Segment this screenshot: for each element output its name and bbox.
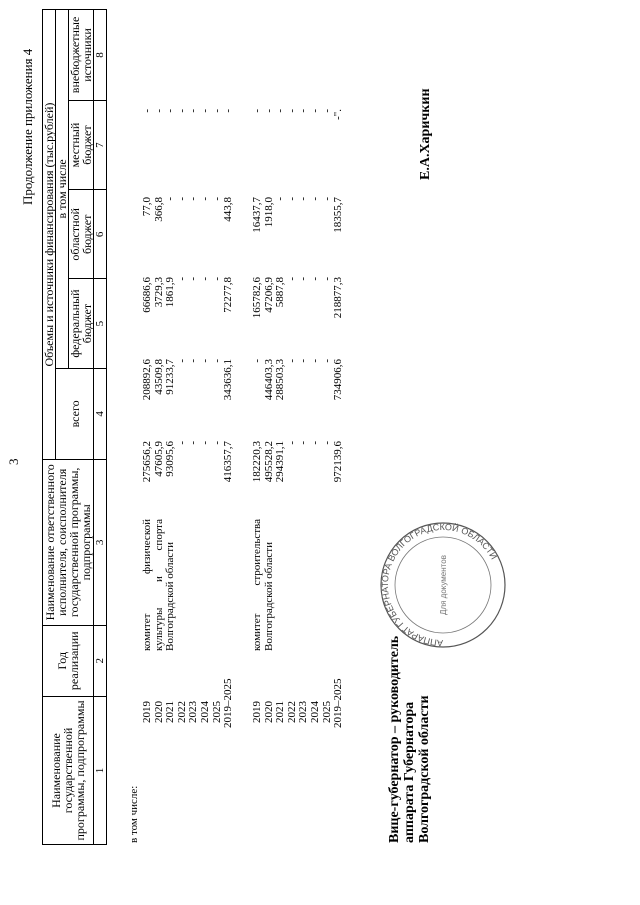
header-row-1 [43,10,56,845]
table-cell-local: 366,8 [152,197,165,222]
table-cell-year: 2024 [309,701,321,723]
table-cell-regional: 218877,3 [332,277,345,319]
table-cell-year: 2023 [187,701,200,723]
including-label: в том числе: [128,785,140,843]
table-cell-federal: - [199,359,211,363]
table-cell-total: 294391,1 [274,441,287,483]
header-extra: внебюджетные источники [69,10,94,101]
table-cell-federal: - [251,359,263,363]
table-cell-local: 18355,7 [332,197,345,233]
table-cell-year: 2025 [210,701,223,723]
table-cell-federal: 288503,3 [274,359,287,401]
table-cell-local: - [285,197,298,201]
column-number: 4 [94,368,107,459]
table-cell-regional: - [210,277,223,281]
table-cell-extra: - [199,109,211,113]
table-cell-total: 275656,2 [141,441,153,483]
column-number: 8 [94,10,107,101]
table-cell-federal: - [187,359,200,363]
table-cell-extra: - [309,109,321,113]
column-number: 2 [94,625,107,696]
table-cell-federal: 446403,3 [262,359,275,401]
table-cell-regional: 3729,3 [152,277,165,308]
header-regional: областной бюджет [69,190,94,279]
table-cell-total: - [187,441,200,445]
official-stamp [378,520,508,650]
table-cell-total: - [320,441,333,445]
table-cell-year: 2020 [262,701,275,723]
column-number: 3 [94,460,107,625]
table-cell-year: 2019 [141,701,153,723]
table-cell-total: - [210,441,223,445]
table-cell-regional: - [175,277,188,281]
header-including: в том числе [56,10,69,369]
table-cell-regional: - [199,277,211,281]
table-cell-extra: - [274,109,287,113]
header-year: Год реализации [43,625,94,696]
table-cell-local: - [320,197,333,201]
table-cell-regional: 66686,6 [141,277,153,313]
table-cell-total: 47605,9 [152,441,165,477]
header-local: местный бюджет [69,100,94,189]
table-cell-total: 416357,7 [222,441,235,483]
table-cell-regional: 47206,9 [262,277,275,313]
table-cell-local: - [164,197,177,201]
table-cell-total: - [309,441,321,445]
header-program: Наименование государственной программы, подпрограммы [43,696,94,844]
table-cell-extra: - [175,109,188,113]
executor-name: комитет физической культуры и спорта Волгоградской области [141,519,177,651]
table-cell-local: 443,8 [222,197,235,222]
table-cell-local: - [297,197,310,201]
table-cell-federal: - [320,359,333,363]
table-cell-extra: - [297,109,310,113]
table-cell-extra: - [210,109,223,113]
signature-title-line: Волгоградской области [417,695,432,843]
table-cell-federal: 343636,1 [222,359,235,401]
table-cell-total: 495528,2 [262,441,275,483]
table-cell-federal: 208892,6 [141,359,153,401]
table-cell-federal: 734906,6 [332,359,345,401]
table-cell-regional: - [285,277,298,281]
table-cell-federal: 91233,7 [164,359,177,395]
table-cell-federal: 43509,8 [152,359,165,395]
table-cell-federal: - [210,359,223,363]
table-cell-year: 2019 [251,701,263,723]
funding-table [42,9,107,845]
table-cell-extra: -". [332,109,345,120]
table-cell-total: - [297,441,310,445]
header-executor: Наименование ответственного исполнителя, соисполнителя государственной программы, подпрограммы [43,460,94,625]
column-number: 1 [94,696,107,844]
table-cell-local: 77,0 [141,197,153,217]
table-cell-year: 2024 [199,701,211,723]
table-cell-federal: - [309,359,321,363]
table-cell-local: - [309,197,321,201]
table-cell-local: - [187,197,200,201]
signature-title [387,636,432,843]
table-cell-extra: - [164,109,177,113]
table-cell-year: 2022 [175,701,188,723]
table-cell-regional: 1861,9 [164,277,177,308]
table-cell-year: 2019–2025 [332,678,345,728]
table-cell-year: 2022 [285,701,298,723]
signatory-name: Е.А.Харичкин [418,88,433,180]
table-cell-year: 2025 [320,701,333,723]
table-cell-extra: - [152,109,165,113]
table-cell-extra: - [187,109,200,113]
page-number: 3 [6,458,21,465]
table-cell-regional: 165782,6 [251,277,263,319]
table-cell-federal: - [285,359,298,363]
table-cell-year: 2020 [152,701,165,723]
table-cell-local: - [175,197,188,201]
stamp-inner-text: Для документов [439,555,448,615]
table-cell-total: - [285,441,298,445]
table-cell-regional: 72277,8 [222,277,235,313]
table-cell-regional: - [297,277,310,281]
table-cell-total: - [175,441,188,445]
table-cell-federal: - [297,359,310,363]
table-cell-extra: - [251,109,263,113]
continuation-label: Продолжение приложения 4 [20,48,35,205]
table-cell-extra: - [285,109,298,113]
table-cell-regional: - [320,277,333,281]
table-cell-local: - [199,197,211,201]
table-cell-local: 1918,0 [262,197,275,228]
header-federal: федеральный бюджет [69,279,94,368]
table-cell-federal: - [175,359,188,363]
table-cell-local: - [210,197,223,201]
table-cell-year: 2021 [164,701,177,723]
table-cell-total: 182220,3 [251,441,263,483]
table-cell-total: 93095,6 [164,441,177,477]
table-cell-extra: - [262,109,275,113]
column-number: 7 [94,100,107,189]
column-number: 5 [94,279,107,368]
stamp-outer-text: АППАРАТ ГУБЕРНАТОРА ВОЛГОГРАДСКОЙ ОБЛАСТИ [379,521,500,649]
table-cell-regional: - [309,277,321,281]
header-total: всего [56,368,94,459]
column-number-row [94,10,107,845]
table-cell-year: 2023 [297,701,310,723]
table-cell-year: 2019–2025 [222,678,235,728]
column-number: 6 [94,190,107,279]
table-cell-total: 972139,6 [332,441,345,483]
table-cell-total: - [199,441,211,445]
table-cell-extra: - [141,109,153,113]
table-cell-extra: - [222,109,235,113]
table-cell-extra: - [320,109,333,113]
table-cell-local: - [274,197,287,201]
table-cell-year: 2021 [274,701,287,723]
signature-title-line: Вице-губернатор – руководитель [387,635,402,843]
executor-name: комитет строительства Волгоградской области [251,519,275,651]
table-cell-regional: 5887,8 [274,277,287,308]
header-funding: Объемы и источники финансирования (тыс.рублей) [43,10,56,460]
table-cell-regional: - [187,277,200,281]
table-cell-local: 16437,7 [251,197,263,233]
signature-title-line: аппарата Губернатора [402,701,417,843]
